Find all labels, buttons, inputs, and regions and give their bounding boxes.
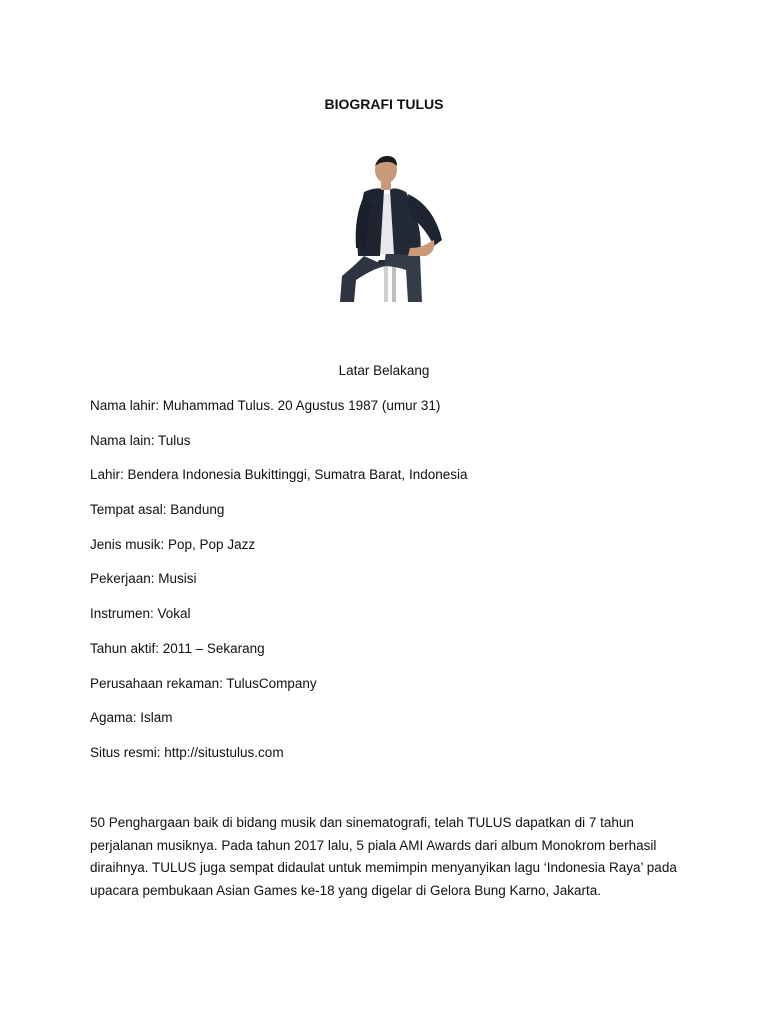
- biography-fields: [90, 397, 690, 779]
- field-religion: Agama: Islam: [90, 710, 173, 726]
- field-born: Lahir: Bendera Indonesia Bukittinggi, Sumatra Barat, Indonesia: [90, 467, 468, 483]
- awards-paragraph: 50 Penghargaan baik di bidang musik dan sinematografi, telah TULUS dapatkan di 7 tahun perjalanan musiknya. Pada tahun 2017 lalu, 5 piala AMI Awards dari album Monokrom berhasil diraihnya. TULUS juga sempat didaulat untuk memimpin menyanyikan lagu ‘Indonesia Raya’ pada upacara pembukaan Asian Games ke-18 yang digelar di Gelora Bung Karno, Jakarta.: [90, 815, 677, 898]
- field-genre: Jenis musik: Pop, Pop Jazz: [90, 536, 256, 552]
- field-website: Situs resmi: http://situstulus.com: [90, 744, 284, 760]
- field-instrument: Instrumen: Vokal: [90, 606, 191, 622]
- section-heading: [0, 363, 768, 378]
- document-title: BIOGRAFI TULUS: [324, 96, 444, 112]
- section-heading-text: Latar Belakang: [338, 363, 430, 378]
- field-label: Perusahaan rekaman: TulusCompany: [90, 675, 317, 691]
- field-occupation: Pekerjaan: Musisi: [90, 571, 197, 587]
- field-other-name: Nama lain: Tulus: [90, 432, 191, 448]
- field-years-active: Tahun aktif: 2011 – Sekarang: [90, 640, 265, 656]
- singer-photo: [334, 156, 446, 302]
- field-birth-name: Nama lahir: Muhammad Tulus. 20 Agustus 1987 (umur 31): [90, 398, 441, 413]
- field-origin: Tempat asal: Bandung: [90, 502, 225, 518]
